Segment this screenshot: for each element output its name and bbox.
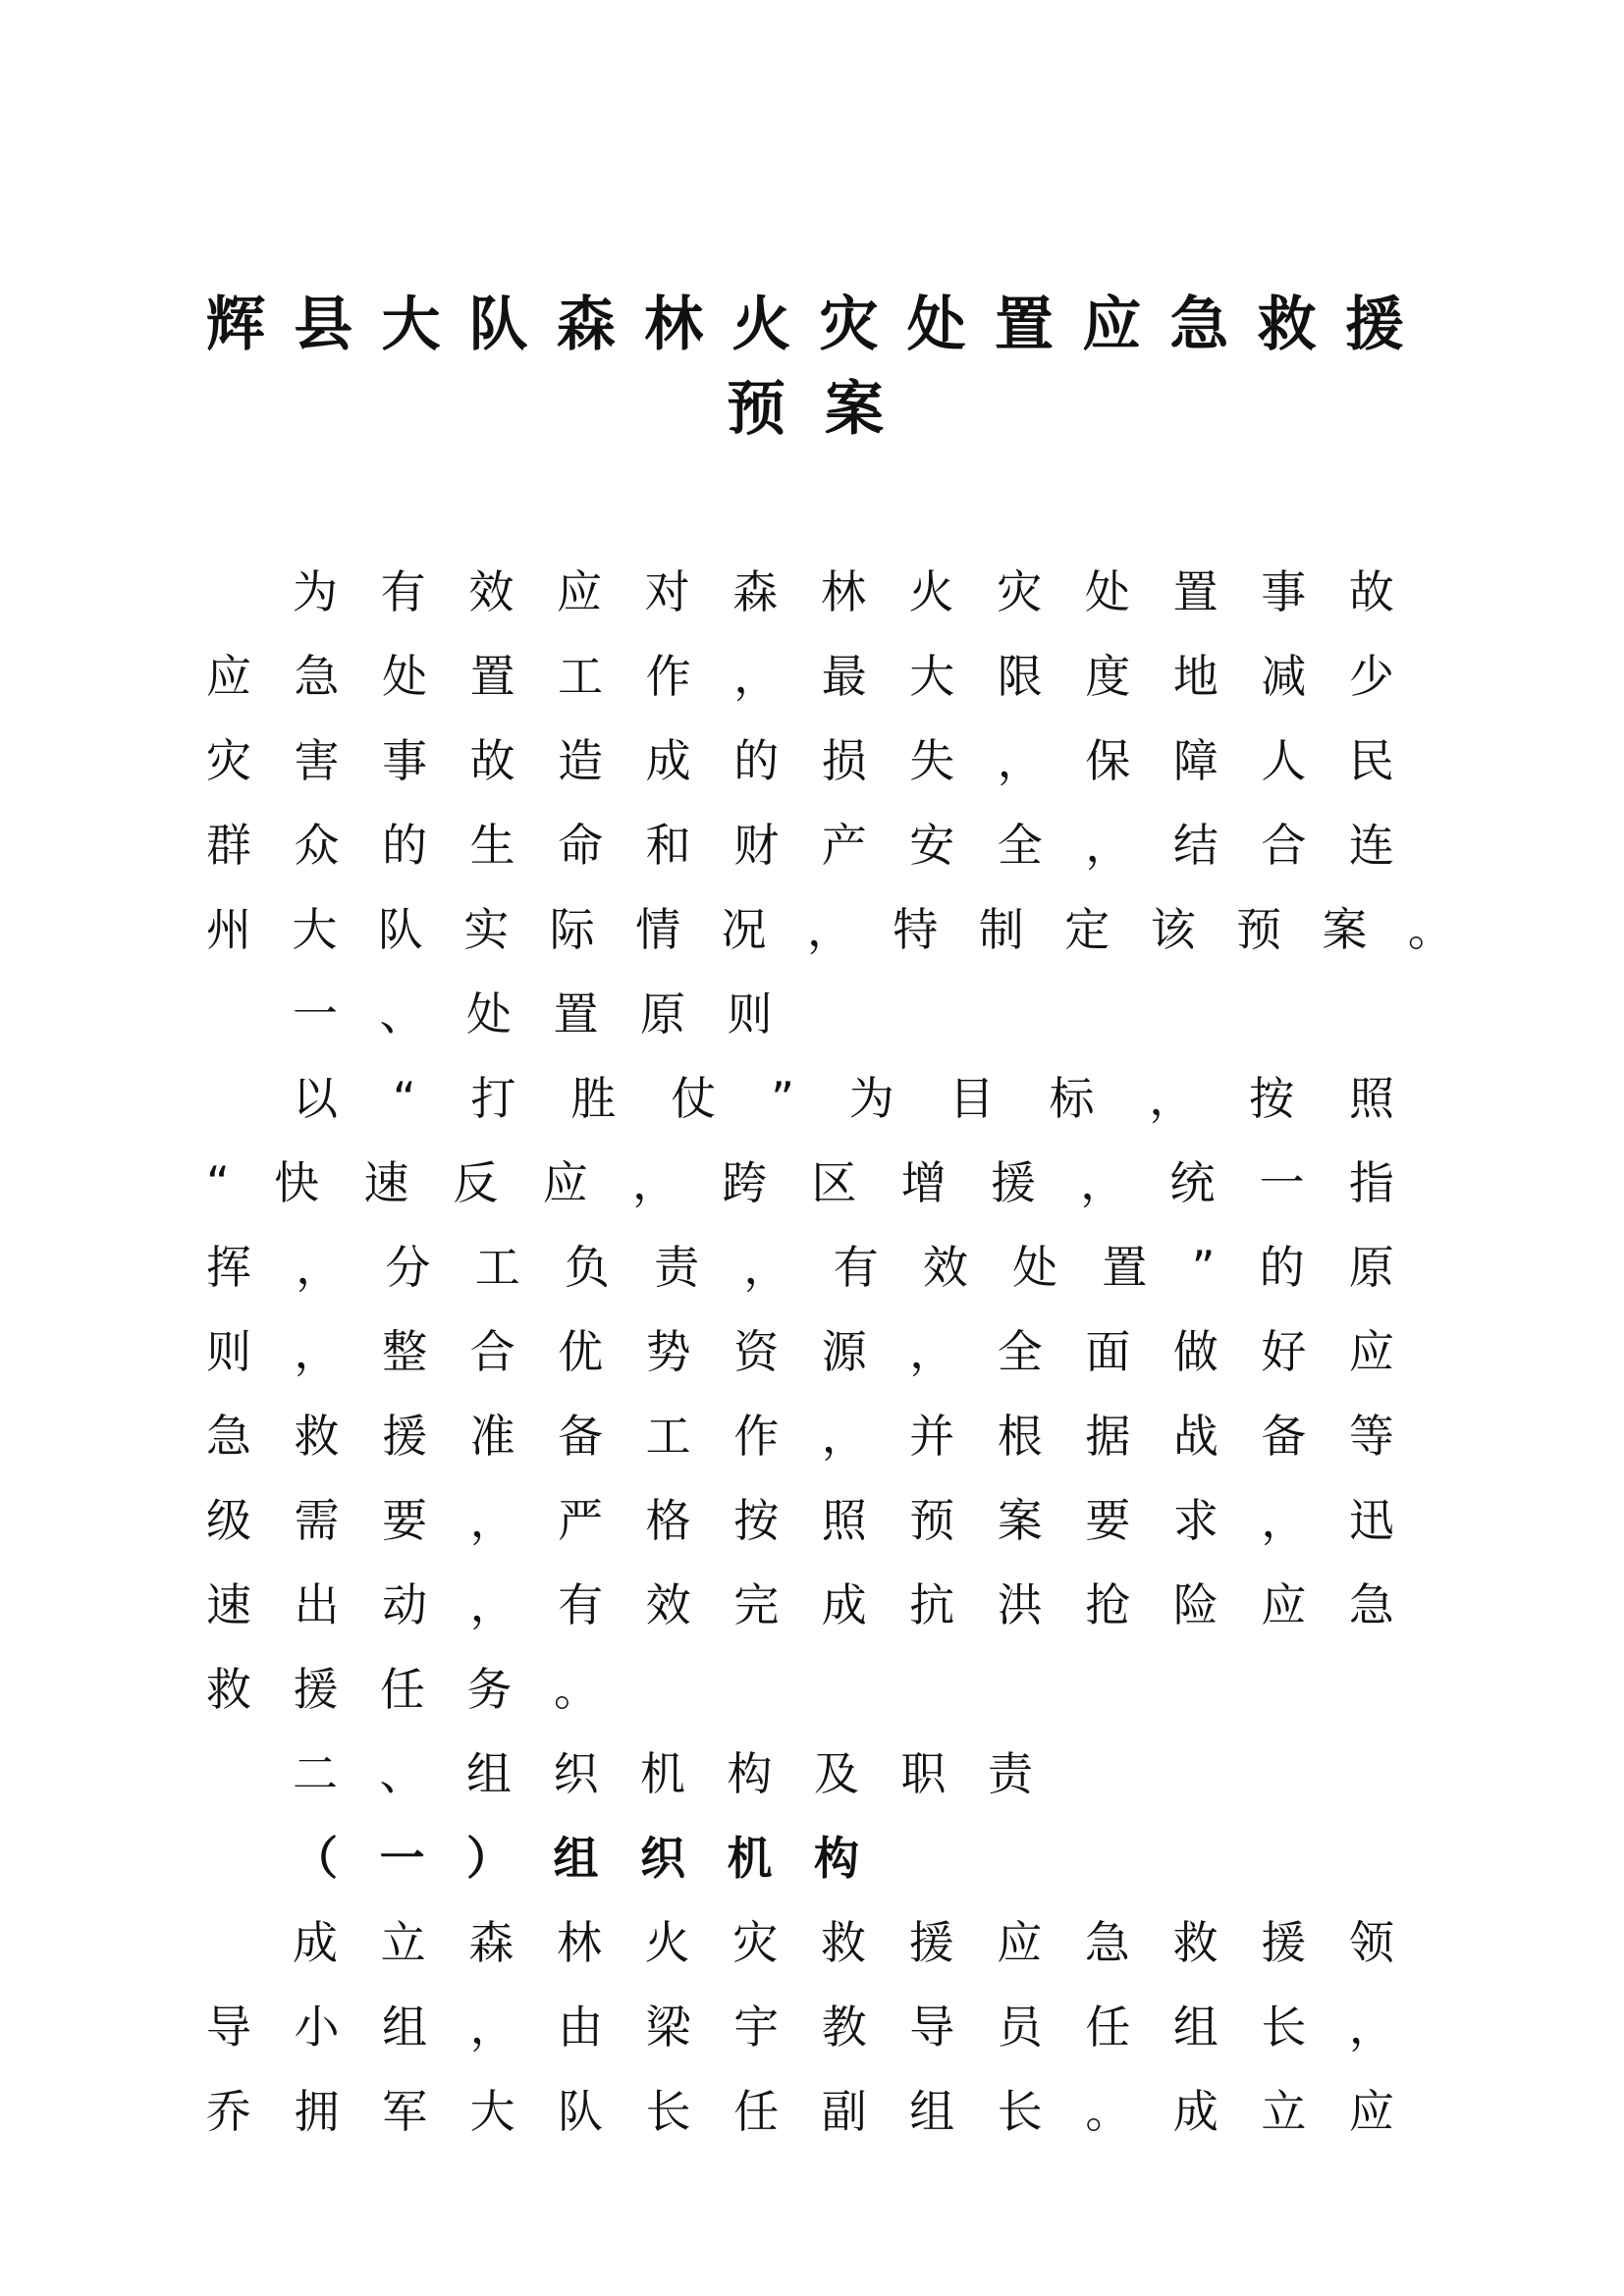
title-char: 森 [556, 291, 616, 359]
title-char: 置 [994, 291, 1054, 359]
text-line: “ 快 速 反 应 ， 跨 区 增 援 ， 统 一 指 [206, 1156, 1394, 1209]
title-char: 县 [294, 291, 353, 359]
title-char: 队 [468, 291, 528, 359]
text-line: 应 急 处 置 工 作 ， 最 大 限 度 地 减 少 [206, 650, 1394, 703]
text-line: 急 救 援 准 备 工 作 ， 并 根 据 战 备 等 [206, 1410, 1394, 1463]
title-line-1 [206, 283, 1404, 367]
title-line-2 [206, 367, 1404, 452]
text-line: 以 “ 打 胜 仗 ” 为 目 标 ， 按 照 [293, 1072, 1394, 1125]
text-line: 成 立 森 林 火 灾 救 援 应 急 救 援 领 [293, 1916, 1394, 1969]
text-line: 二 、 组 织 机 构 及 职 责 [293, 1747, 1033, 1800]
text-line: 则 ， 整 合 优 势 资 源 ， 全 面 做 好 应 [206, 1325, 1394, 1378]
title-char: 救 [1257, 291, 1317, 359]
title-char: 急 [1169, 291, 1229, 359]
text-line: 导 小 组 ， 由 梁 宇 教 导 员 任 组 长 ， [206, 2001, 1394, 2054]
document-title [206, 283, 1404, 452]
title-char: 辉 [206, 291, 265, 359]
text-line: 乔 拥 军 大 队 长 任 副 组 长 。 成 立 应 [206, 2085, 1394, 2138]
text-line: 群 众 的 生 命 和 财 产 安 全 ， 结 合 连 [206, 819, 1394, 872]
text-line: 级 需 要 ， 严 格 按 照 预 案 要 求 ， 迅 [206, 1494, 1394, 1547]
title-char: 案 [825, 375, 884, 444]
text-line: 州 大 队 实 际 情 况 ， 特 制 定 该 预 案 。 [206, 903, 1453, 956]
title-char: 处 [906, 291, 966, 359]
title-char: 预 [727, 375, 785, 444]
title-char: 灾 [819, 291, 879, 359]
text-line: 为 有 效 应 对 森 林 火 灾 处 置 事 故 [293, 565, 1394, 618]
text-line: 速 出 动 ， 有 效 完 成 抗 洪 抢 险 应 急 [206, 1578, 1394, 1631]
title-char: 林 [644, 291, 704, 359]
section-subheading: （ 一 ） 组 织 机 构 [293, 1832, 859, 1885]
title-char: 援 [1344, 291, 1404, 359]
title-char: 应 [1082, 291, 1142, 359]
text-line: 救 援 任 务 。 [206, 1663, 599, 1716]
title-char: 大 [381, 291, 441, 359]
text-line: 挥 ， 分 工 负 责 ， 有 效 处 置 ” 的 原 [206, 1241, 1394, 1294]
text-line: 灾 害 事 故 造 成 的 损 失 ， 保 障 人 民 [206, 734, 1394, 787]
title-char: 火 [731, 291, 791, 359]
text-line: 一 、 处 置 原 则 [293, 988, 773, 1041]
document-body [206, 550, 1453, 2154]
